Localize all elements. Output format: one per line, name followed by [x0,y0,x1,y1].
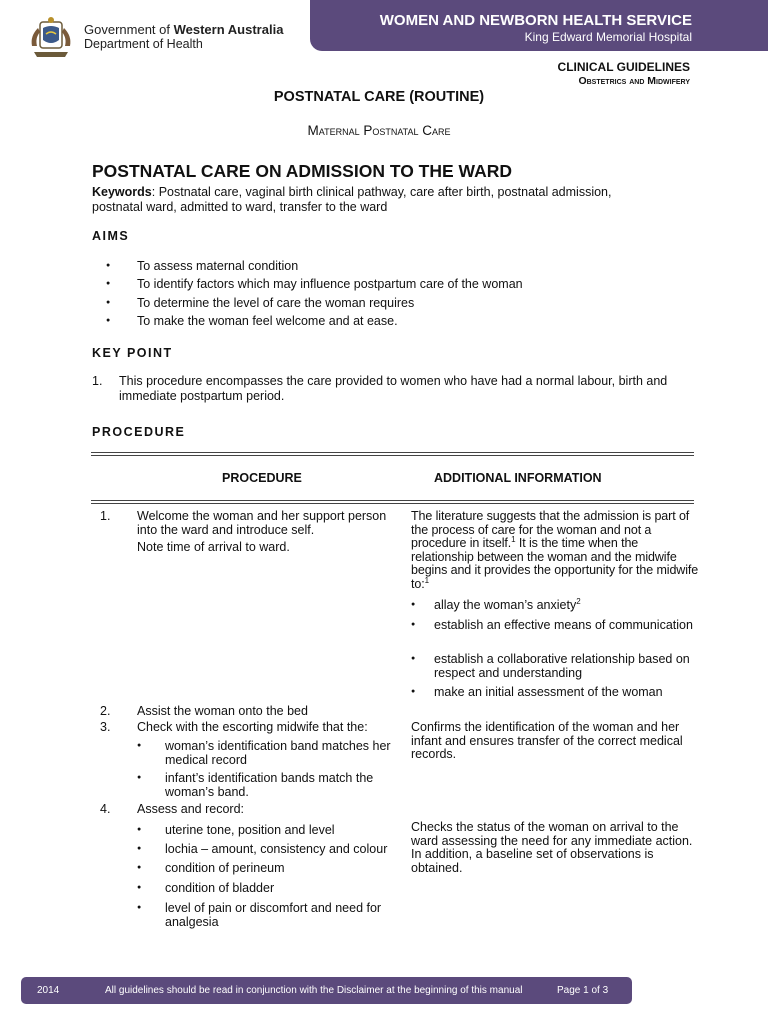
document-subtitle: Maternal Postnatal Care [307,123,451,138]
key-point-heading: KEY POINT [92,346,173,360]
list-item: ● To determine the level of care the woman requires [106,294,666,312]
hospital-name: King Edward Memorial Hospital [524,30,692,44]
bullet-icon: ● [137,742,142,749]
guideline-subtitle: Obstetrics and Midwifery [578,75,690,87]
section-title: POSTNATAL CARE ON ADMISSION TO THE WARD [92,161,513,181]
keywords-label: Keywords [92,185,152,199]
list-item: level of pain or discomfort and need for analgesia [165,901,382,929]
aims-heading: AIMS [92,229,130,243]
procedure-heading: PROCEDURE [92,425,186,439]
step-info: Checks the status of the woman on arrival to the ward assessing the need for any immediate action. In addition, a baseline set of observations is obtained. [411,820,693,875]
list-item: lochia – amount, consistency and colour [165,842,388,856]
bullet-icon: ● [137,864,142,871]
crest-icon [26,16,76,60]
bullet-icon: ● [411,601,416,608]
bullet-icon: ● [411,655,416,662]
list-item: woman’s identification band matches her medical record [165,739,391,767]
step-number: 2. [100,704,111,718]
step-text: Assist the woman onto the bed [137,704,308,718]
keywords [92,185,652,214]
bullet-icon: ● [411,688,416,695]
bullet-icon: ● [411,621,416,628]
table-rule [91,503,694,504]
list-item: establish an effective means of communication [434,618,693,632]
table-rule [91,455,694,456]
step-text: Assess and record: [137,802,244,816]
table-rule [91,500,694,501]
list-item: condition of perineum [165,861,285,875]
step-info: The literature suggests that the admission is part of the process of care for the woman and not a procedure in itself.$^1$ It is the time when the relationship between the woman and the midwife begins and it provides the opportunity for the midwife to:$^1$ [411,509,699,591]
step-info: Confirms the identification of the woman and her infant and ensures transfer of the correct medical records. [411,720,683,762]
step-text: Check with the escorting midwife that the: [137,720,368,734]
list-item: allay the woman’s anxiety$^2$ [434,596,581,612]
bullet-icon: ● [137,774,142,781]
list-item: establish a collaborative relationship based on respect and understanding [434,652,690,680]
step-number: 1. [100,509,111,523]
step-number: 3. [100,720,111,734]
guideline-title: CLINICAL GUIDELINES [557,60,690,74]
list-item: make an initial assessment of the woman [434,685,663,699]
list-item: ● To assess maternal condition [106,257,666,275]
footer-year: 2014 [37,985,60,996]
step-number: 4. [100,802,111,816]
list-item: condition of bladder [165,881,275,895]
step-text: Note time of arrival to ward. [137,540,290,554]
column-header-additional-information: ADDITIONAL INFORMATION [434,471,602,485]
bullet-icon: ● [137,904,142,911]
list-item: ● To identify factors which may influence postpartum care of the woman [106,275,666,293]
keywords-text: : Postnatal care, vaginal birth clinical pathway, care after birth, postnatal admission, postnatal ward, admitted to ward, transfer to the ward [92,185,612,214]
table-rule [91,452,694,453]
service-title: WOMEN AND NEWBORN HEALTH SERVICE [379,12,692,29]
page-number: Page 1 of 3 [557,985,609,996]
list-item: infant’s identification bands match the woman’s band. [165,771,374,799]
key-point-text: This procedure encompasses the care provided to women who have had a normal labour, birth and immediate postpartum period. [119,374,668,403]
key-point-number: 1. [92,374,103,388]
column-header-procedure: PROCEDURE [222,471,302,485]
bullet-icon: ● [137,826,142,833]
bullet-icon: ● [137,845,142,852]
aims-list [106,257,666,331]
list-item: uterine tone, position and level [165,823,335,837]
bullet-icon: ● [137,884,142,891]
department-name: Department of Health [84,37,203,51]
footer-disclaimer: All guidelines should be read in conjunction with the Disclaimer at the beginning of this manual [105,985,523,996]
list-item: ● To make the woman feel welcome and at ease. [106,312,666,330]
government-name: Government of Western Australia [84,22,284,37]
document-title: POSTNATAL CARE (ROUTINE) [273,89,485,105]
step-text: Welcome the woman and her support person into the ward and introduce self. [137,509,387,537]
